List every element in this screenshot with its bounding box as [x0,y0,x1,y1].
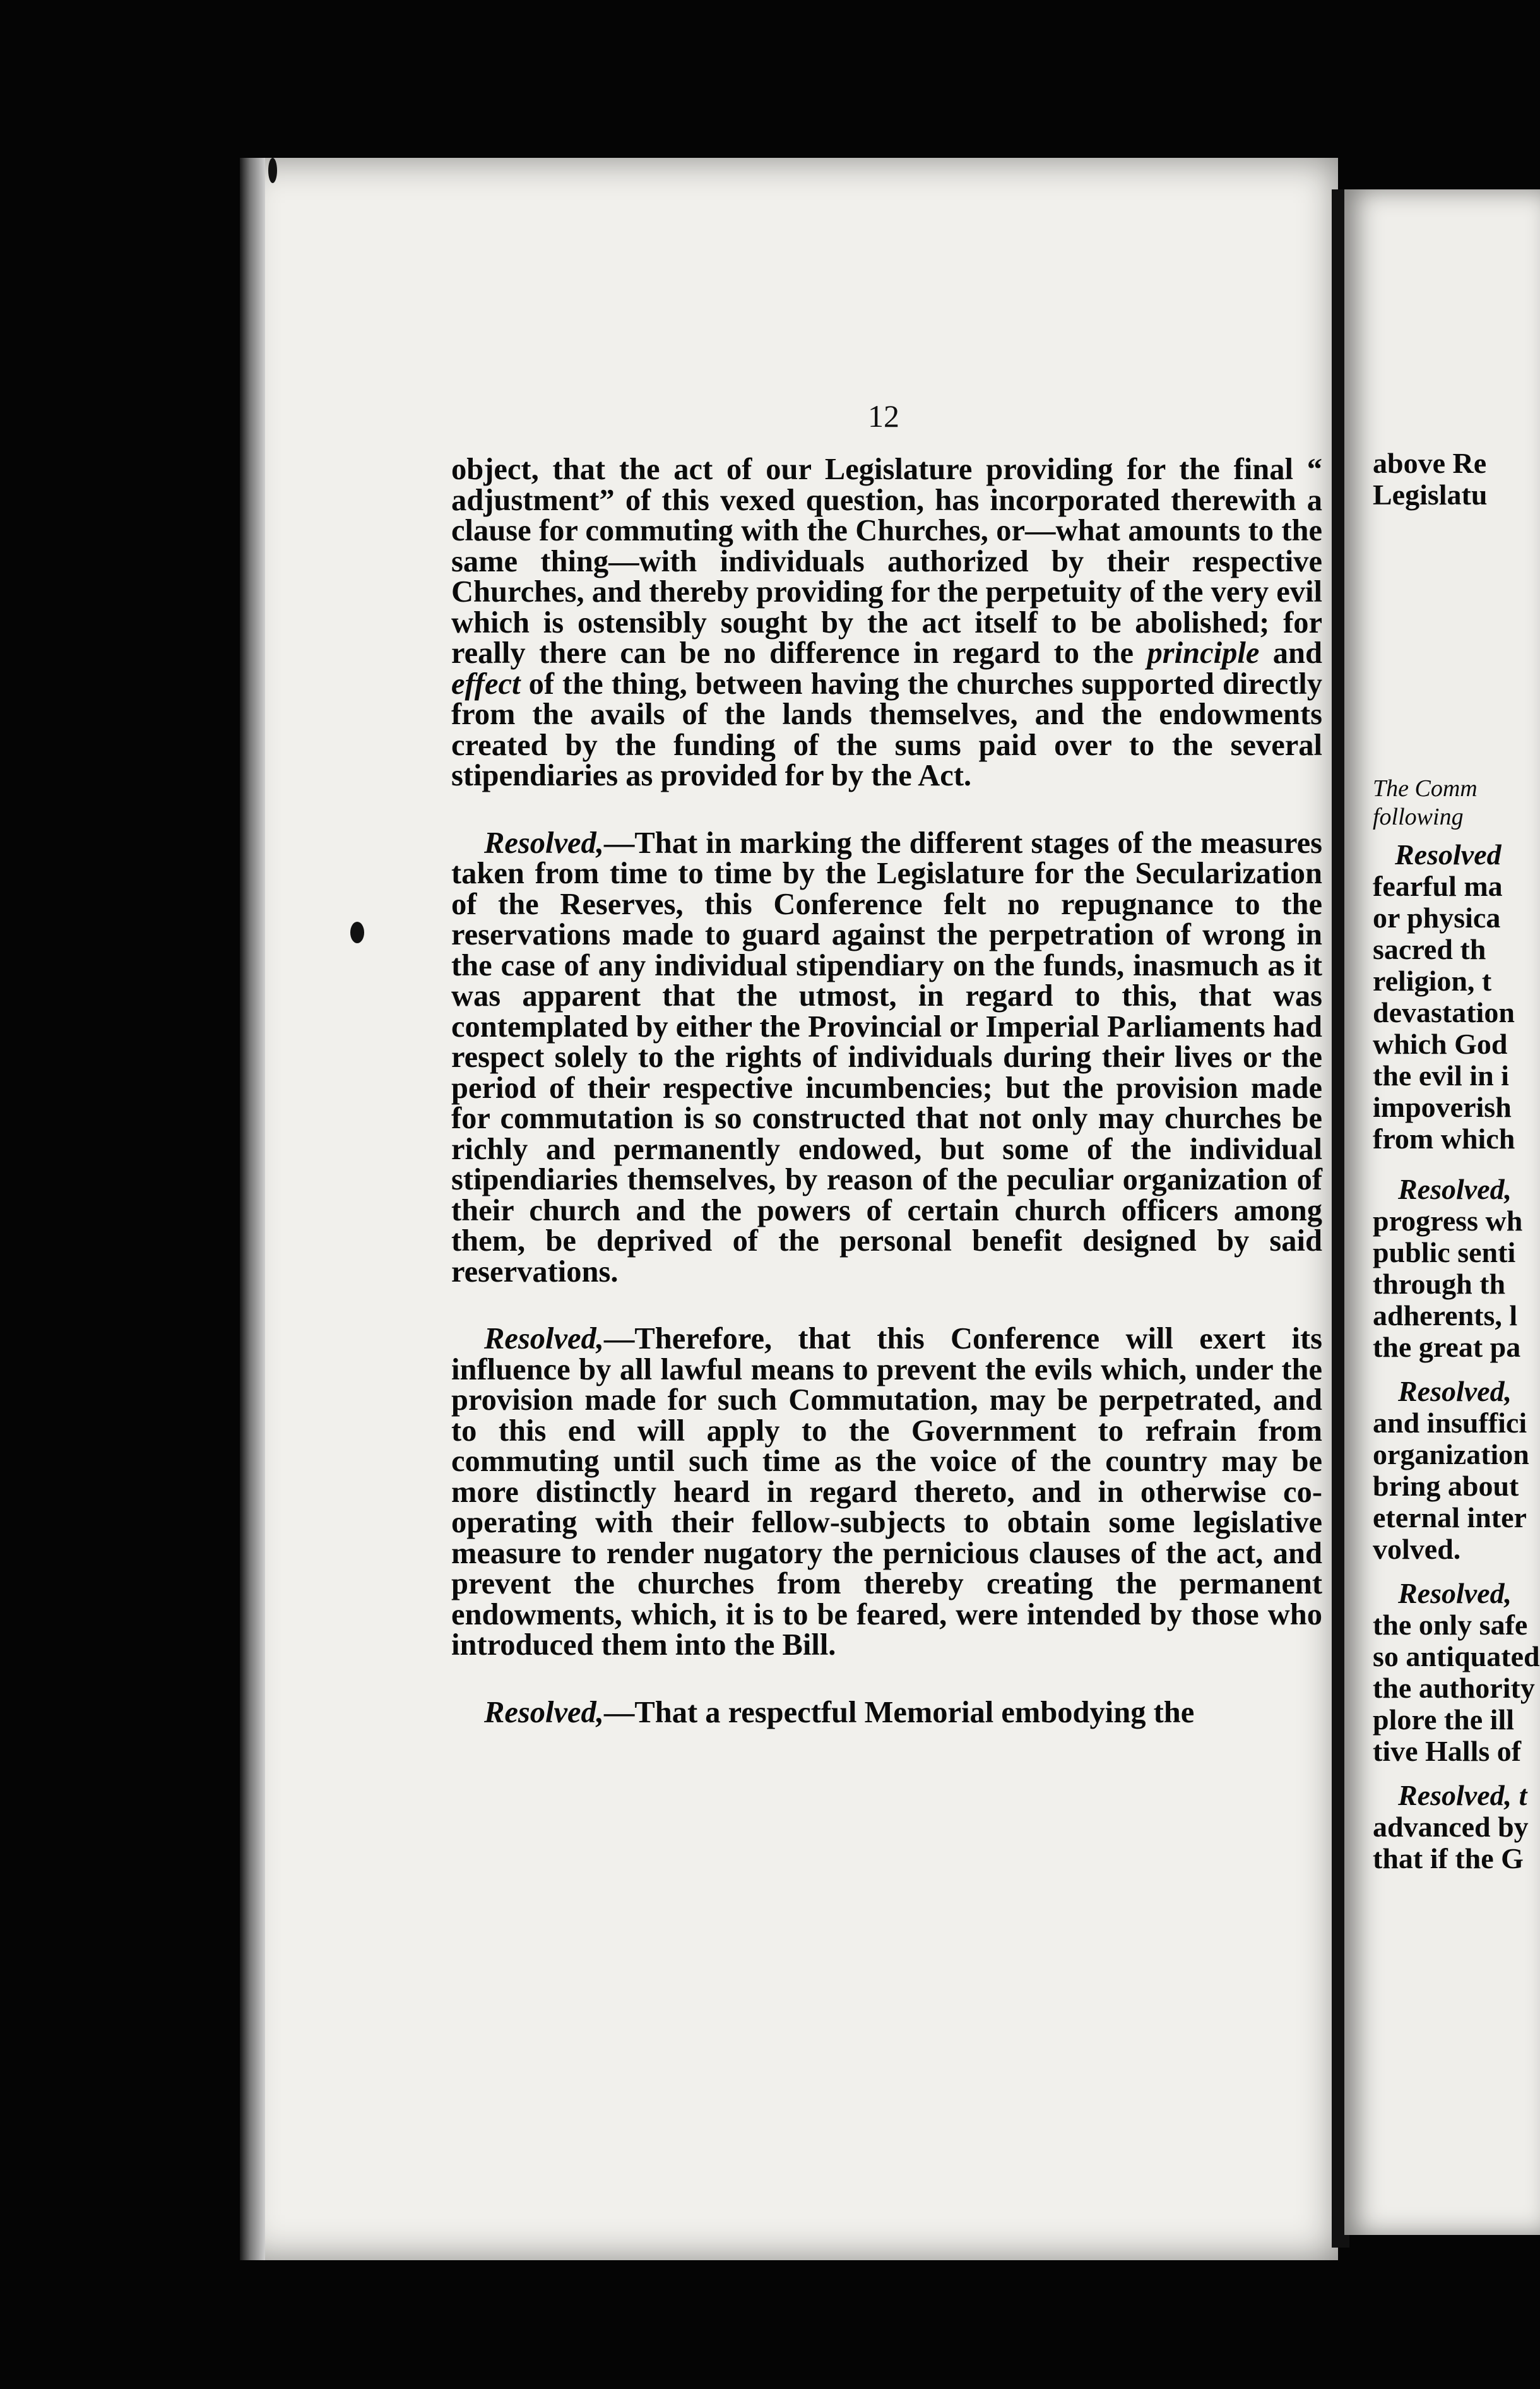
right-line: Legislatu [1373,479,1488,511]
paragraph-text: and [1259,636,1322,670]
paragraph-text: —Therefore, that this Conference will exert its influence by all lawful means to prevent the evils which, under the provision made for such Commutation, may be perpetrated, and to this end will apply to the Government to refrain from commuting until such time as the voice of the country may be more distinctly heard in regard thereto, and in otherwise co-operating with their fellow-subjects to obtain some legislative measure to render nugatory the pernicious clauses of the act, and prevent the churches from thereby creating the permanent endowments, which, it is to be feared, were intended by those who introduced them into the Bill. [451,1322,1322,1662]
right-line: Resolved, t [1398,1779,1527,1811]
right-line: from which [1373,1123,1515,1155]
right-line: eternal inter [1373,1501,1527,1534]
right-line: The Comm [1373,775,1478,802]
right-line: Resolved, [1398,1375,1512,1407]
paragraph [451,455,1322,792]
resolved-label: Resolved, [484,1695,604,1729]
right-line: impoverish [1373,1091,1512,1123]
right-line: progress wh [1373,1205,1523,1237]
right-line: above Re [1373,447,1487,479]
right-line: fearful ma [1373,870,1503,902]
emphasis-effect: effect [451,667,521,701]
right-line: and insuffici [1373,1407,1527,1439]
paragraph [451,828,1322,1288]
right-line: advanced by [1373,1811,1529,1843]
paragraph-text: object, that the act of our Legislature providing for the final “ adjustment” of this vexed question, has incorporated therewith a clause for commuting with the Churches, or—what amounts to the same thing—with individuals authorized by their respective Churches, and thereby providing for the perpetuity of the very evil which is ostensibly sought by the act itself to be abolished; for really there can be no difference in regard to the [451,453,1322,670]
right-line: the evil in i [1373,1059,1509,1092]
page-number: 12 [868,398,899,434]
right-line: through th [1373,1268,1506,1300]
right-line: public senti [1373,1236,1516,1268]
right-line: organization [1373,1438,1529,1470]
right-line: tive Halls of [1373,1735,1522,1767]
page-body [451,455,1322,1765]
right-line: so antiquated [1373,1640,1540,1672]
resolved-label: Resolved, [484,1322,604,1355]
emphasis-principle: principle [1147,636,1260,670]
paragraph-text: —That in marking the different stages of the measures taken from time to time by the Legislature for the Secularization of the Reserves, this Conference felt no repugnance to the reservations made to guard against the perpetration of wrong in the case of any individual stipendiary on the funds, inasmuch as it was apparent that the utmost, in regard to this, that was contemplated by either the Provincial or Imperial Parliaments had respect solely to the rights of individuals during their lives or the period of their respective incumbencies; but the provision made for commutation is so constructed that not only may churches be richly and permanently endowed, but some of the individual stipendiaries themselves, by reason of the peculiar organization of their church and the powers of certain church officers among them, be deprived of the personal benefit designed by said reservations. [451,826,1322,1289]
right-line: adherents, l [1373,1299,1518,1332]
right-line: the great pa [1373,1331,1521,1363]
right-line: the only safe [1373,1609,1528,1641]
right-line: that if the G [1373,1842,1524,1874]
right-line: Resolved, [1398,1173,1512,1205]
right-line: religion, t [1373,965,1492,997]
right-line: bring about [1373,1470,1519,1502]
paragraph [451,1324,1322,1661]
paragraph-text: —That a respectful Memorial embodying the [603,1695,1195,1729]
resolved-label: Resolved, [484,826,604,860]
right-page [1344,189,1540,2235]
ink-mark [268,158,277,183]
right-line: devastation [1373,996,1515,1028]
right-line: or physica [1373,902,1501,934]
right-line: which God [1373,1028,1508,1060]
right-line: Resolved, [1398,1577,1512,1609]
right-line: sacred th [1373,933,1486,965]
right-line: plore the ill [1373,1703,1515,1736]
right-line: the authority [1373,1672,1535,1704]
ink-mark [350,922,364,943]
right-line: Resolved [1395,838,1502,871]
page-edge [240,158,265,2260]
paragraph-text: of the thing, between having the churches supported directly from the avails of the lands themselves, and the endowments created by the funding of the sums paid over to the several stipendiaries as provided for by the Act. [451,667,1322,792]
right-line: volved. [1373,1533,1461,1565]
paragraph [451,1695,1322,1729]
right-line: following [1373,804,1464,830]
